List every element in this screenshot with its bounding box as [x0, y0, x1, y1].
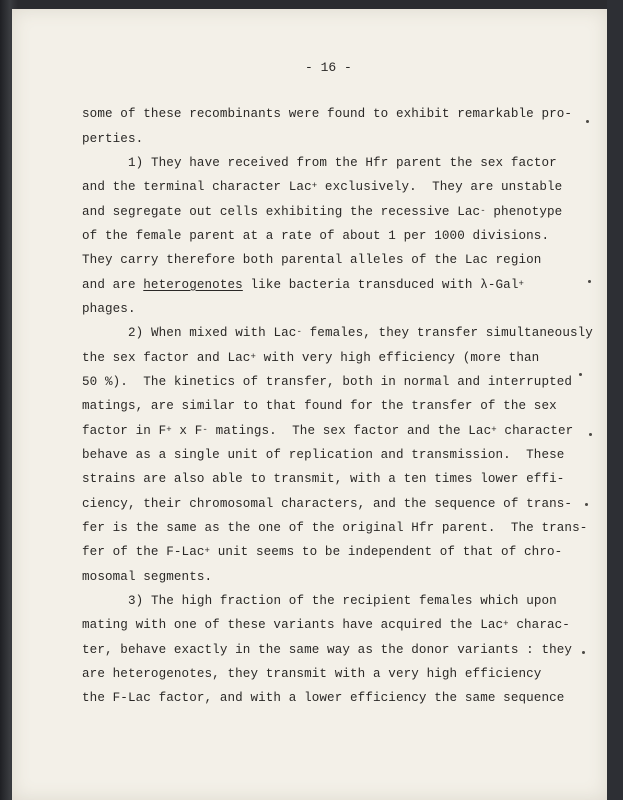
text-line: 3) The high fraction of the recipient females which upon	[128, 594, 557, 608]
text-line: mating with one of these variants have acquired the Lac+ charac-	[82, 618, 570, 632]
paper-speck	[588, 280, 591, 283]
text-line: and the terminal character Lac+ exclusively. They are unstable	[82, 180, 563, 194]
text-line: 50 %). The kinetics of transfer, both in normal and interrupted	[82, 375, 573, 389]
text-line: fer is the same as the one of the original Hfr parent. The trans-	[82, 521, 588, 535]
paper-speck	[586, 120, 589, 123]
text-line: 1) They have received from the Hfr parent the sex factor	[128, 156, 557, 170]
text-line: some of these recombinants were found to exhibit remarkable pro-	[82, 107, 573, 121]
text-line: perties.	[82, 132, 144, 146]
text-line: fer of the F-Lac+ unit seems to be independent of that of chro-	[82, 545, 563, 559]
text-line: the sex factor and Lac+ with very high efficiency (more than	[82, 351, 540, 365]
text-line: factor in F+ x F- matings. The sex factor and the Lac+ character	[82, 424, 574, 438]
text-line: ciency, their chromosomal characters, and the sequence of trans-	[82, 497, 573, 511]
text-line: of the female parent at a rate of about 1 per 1000 divisions.	[82, 229, 550, 243]
text-line: strains are also able to transmit, with a ten times lower effi-	[82, 472, 565, 486]
paper-speck	[585, 503, 588, 506]
text-line: the F-Lac factor, and with a lower efficiency the same sequence	[82, 691, 565, 705]
text-line: ter, behave exactly in the same way as the donor variants : they	[82, 643, 573, 657]
scan-right-edge	[607, 0, 623, 800]
text-line: They carry therefore both parental alleles of the Lac region	[82, 253, 542, 267]
paper-speck	[589, 433, 592, 436]
text-line: and are heterogenotes like bacteria transduced with λ-Gal+	[82, 278, 525, 292]
text-line: mosomal segments.	[82, 570, 213, 584]
text-line: and segregate out cells exhibiting the recessive Lac- phenotype	[82, 205, 563, 219]
text-line: behave as a single unit of replication and transmission. These	[82, 448, 565, 462]
page-number: - 16 -	[305, 60, 352, 75]
text-line: 2) When mixed with Lac- females, they transfer simultaneously	[128, 326, 593, 340]
text-line: are heterogenotes, they transmit with a very high efficiency	[82, 667, 542, 681]
text-line: phages.	[82, 302, 136, 316]
text-line: matings, are similar to that found for the transfer of the sex	[82, 399, 557, 413]
paper-speck	[579, 373, 582, 376]
paper-speck	[582, 651, 585, 654]
